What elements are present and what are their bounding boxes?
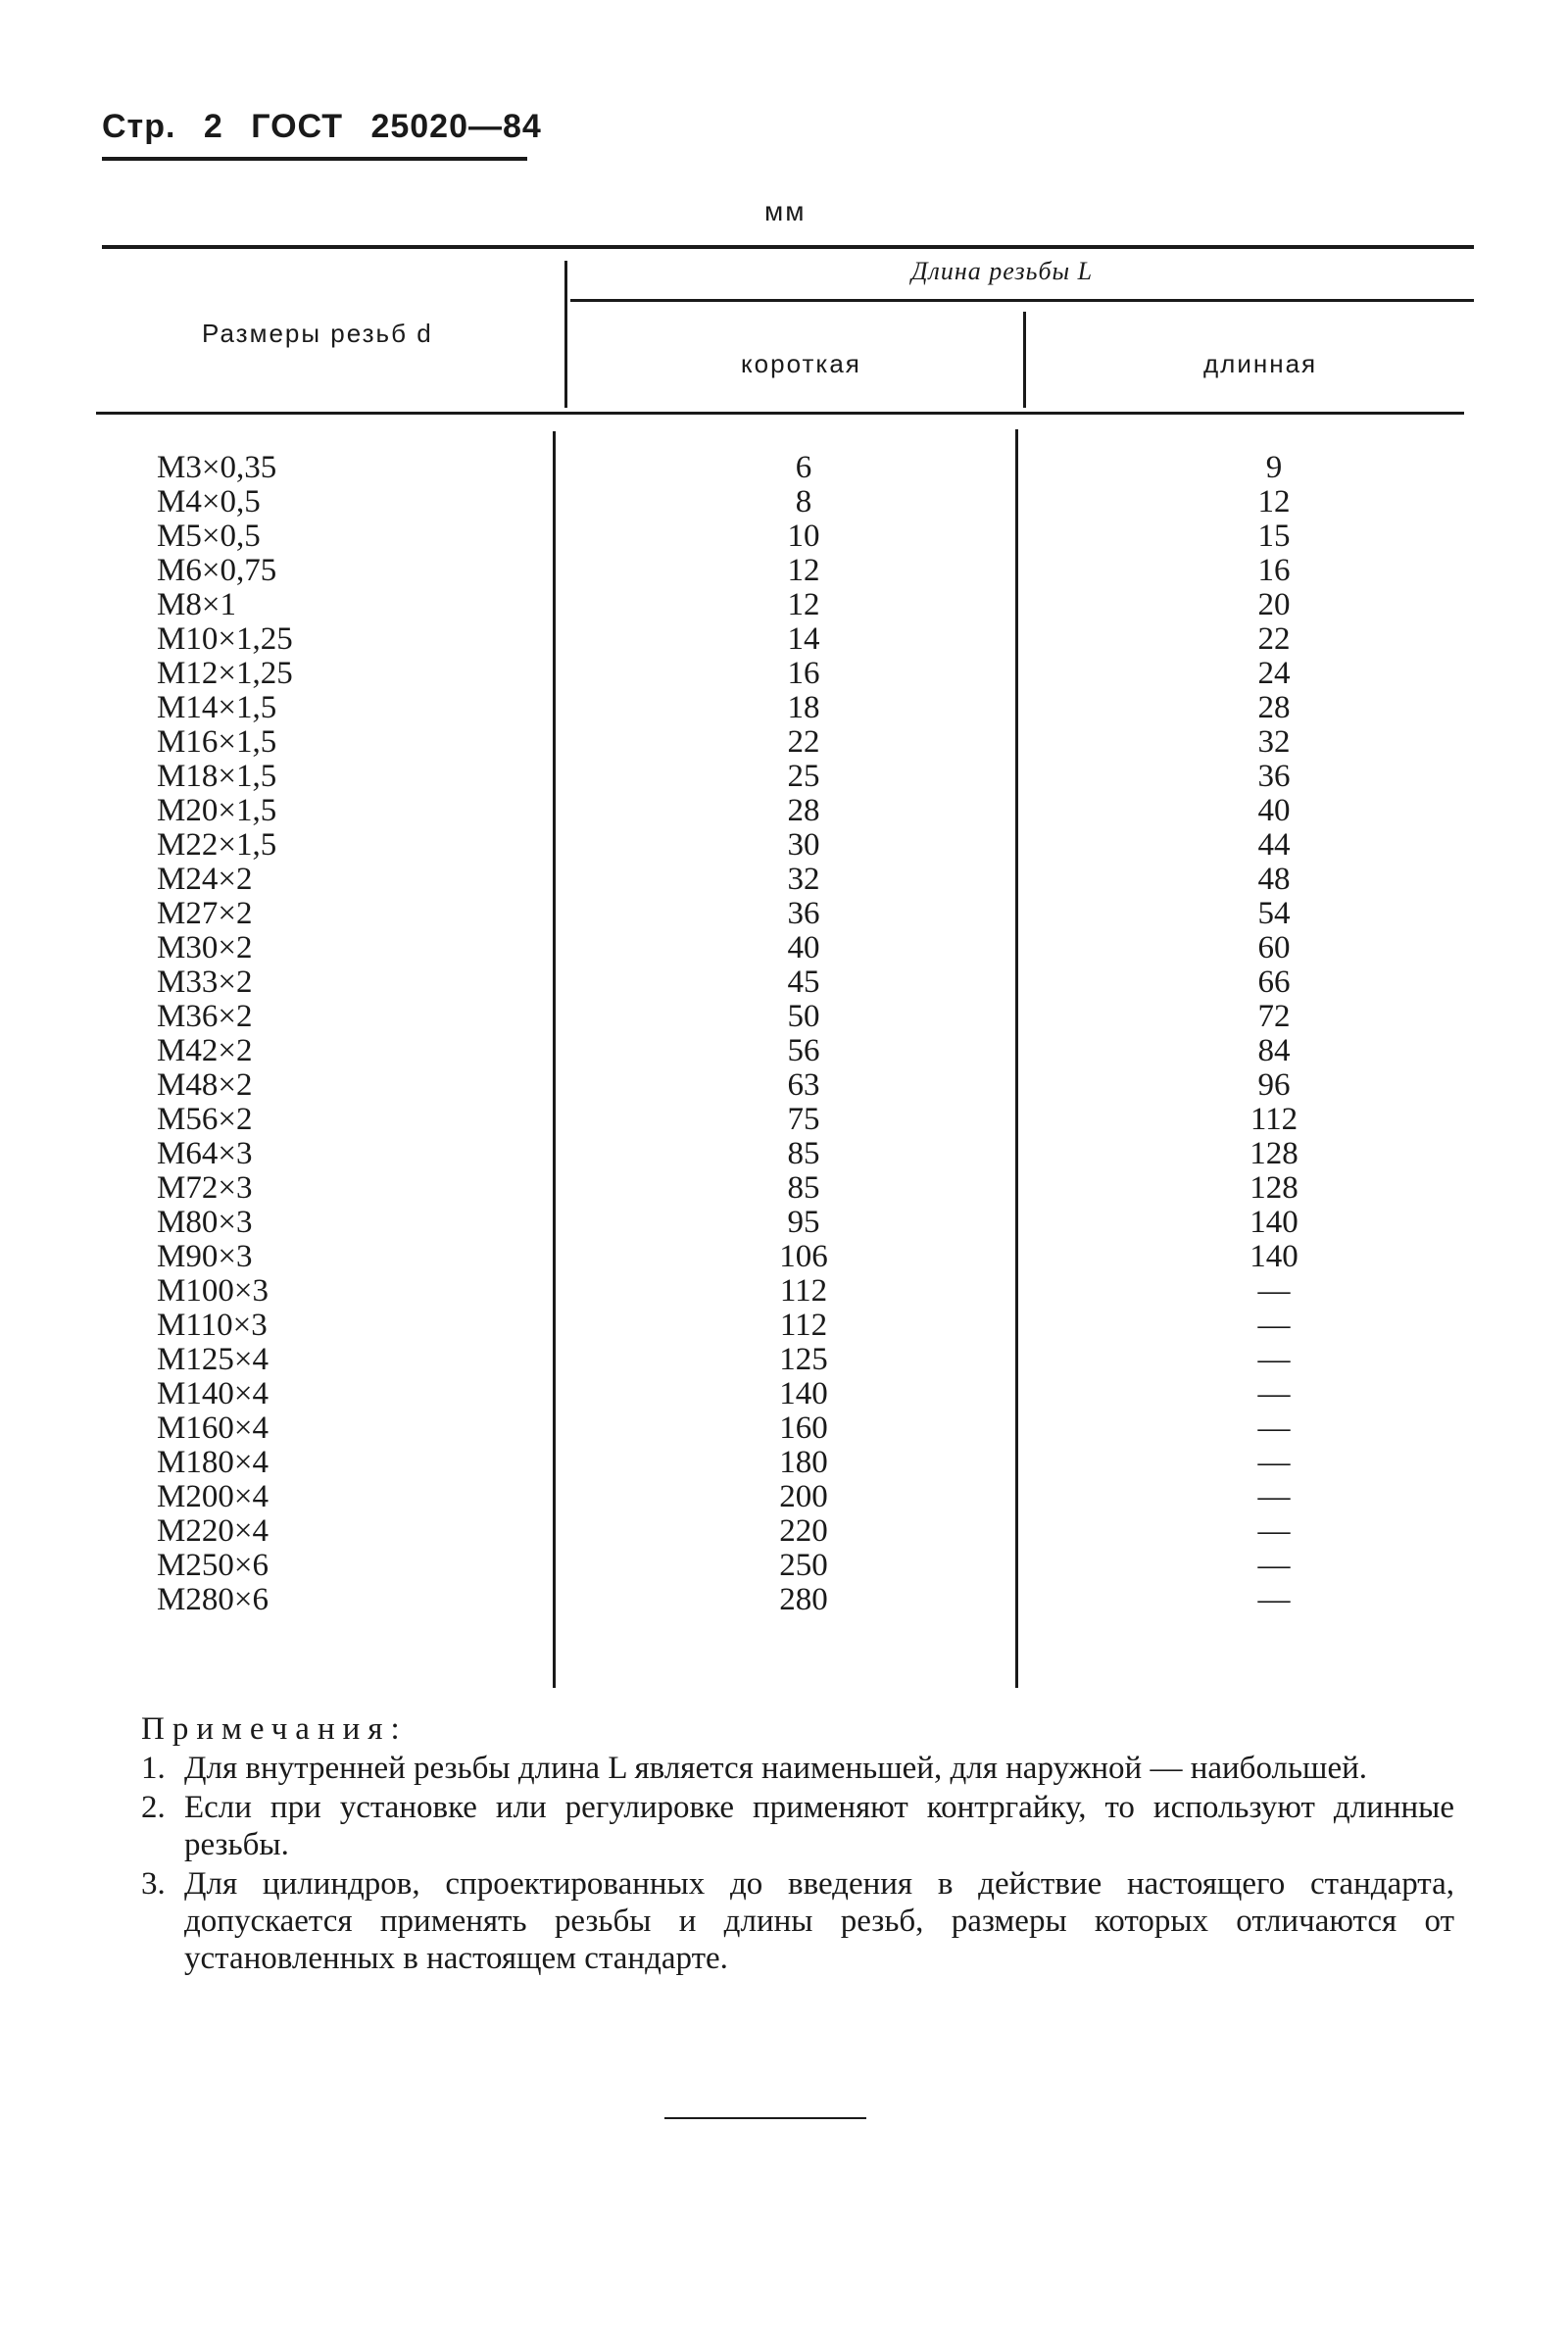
cell-short-length: 250 [779, 1548, 828, 1583]
cell-short-length: 160 [779, 1410, 828, 1446]
cell-thread-size: M36×2 [157, 999, 253, 1034]
table-row [0, 657, 1568, 691]
cell-long-length: 9 [1265, 450, 1283, 485]
header-bottom-rule [96, 412, 1464, 415]
cell-thread-size: M64×3 [157, 1136, 253, 1171]
cell-short-length: 85 [787, 1136, 820, 1171]
cell-short-length: 125 [779, 1342, 828, 1377]
cell-long-length: — [1257, 1548, 1291, 1583]
standard-number: 25020—84 [370, 108, 542, 145]
cell-long-length: 84 [1257, 1033, 1291, 1068]
cell-thread-size: M200×4 [157, 1479, 269, 1514]
table-row [0, 1068, 1568, 1103]
cell-thread-size: M16×1,5 [157, 724, 277, 760]
cell-thread-size: M125×4 [157, 1342, 269, 1377]
col-long-header: длинная [1203, 349, 1318, 378]
cell-long-length: 96 [1257, 1067, 1291, 1103]
cell-thread-size: M280×6 [157, 1582, 269, 1617]
table-row [0, 485, 1568, 519]
table-row [0, 1446, 1568, 1480]
table-row [0, 451, 1568, 485]
cell-short-length: 14 [787, 621, 820, 657]
cell-short-length: 8 [795, 484, 812, 519]
cell-thread-size: M20×1,5 [157, 793, 277, 828]
notes-title: Примечания: [141, 1711, 408, 1747]
cell-thread-size: M220×4 [157, 1513, 269, 1549]
cell-short-length: 12 [787, 553, 820, 588]
cell-short-length: 30 [787, 827, 820, 863]
cell-short-length: 25 [787, 759, 820, 794]
cell-thread-size: M250×6 [157, 1548, 269, 1583]
table-row [0, 828, 1568, 863]
table-top-rule [102, 245, 1474, 249]
cell-long-length: — [1257, 1342, 1291, 1377]
cell-thread-size: M30×2 [157, 930, 253, 965]
units-label: мм [764, 196, 807, 226]
note-number: 1. [141, 1751, 166, 1786]
table-row [0, 863, 1568, 897]
table-row [0, 1480, 1568, 1514]
table-row [0, 897, 1568, 931]
cell-short-length: 180 [779, 1445, 828, 1480]
table-row [0, 1103, 1568, 1137]
header-divider-left [564, 261, 567, 408]
table-row [0, 554, 1568, 588]
cell-long-length: 32 [1257, 724, 1291, 760]
cell-thread-size: M110×3 [157, 1308, 268, 1343]
table-row [0, 1343, 1568, 1377]
table-row [0, 1309, 1568, 1343]
cell-long-length: 28 [1257, 690, 1291, 725]
header-underline [102, 157, 527, 161]
note-item [141, 1750, 1454, 1787]
table-row [0, 1514, 1568, 1549]
cell-short-length: 75 [787, 1102, 820, 1137]
table-row [0, 691, 1568, 725]
table-row [0, 1137, 1568, 1171]
cell-long-length: 12 [1257, 484, 1291, 519]
table-row [0, 1240, 1568, 1274]
table-row [0, 1549, 1568, 1583]
end-rule [664, 2117, 866, 2119]
cell-short-length: 106 [779, 1239, 828, 1274]
cell-long-length: 40 [1257, 793, 1291, 828]
cell-long-length: — [1257, 1308, 1291, 1343]
cell-short-length: 56 [787, 1033, 820, 1068]
cell-long-length: 15 [1257, 519, 1291, 554]
cell-long-length: 24 [1257, 656, 1291, 691]
cell-short-length: 18 [787, 690, 820, 725]
cell-long-length: 128 [1250, 1136, 1298, 1171]
cell-long-length: 66 [1257, 965, 1291, 1000]
cell-long-length: — [1257, 1410, 1291, 1446]
cell-thread-size: M24×2 [157, 862, 253, 897]
note-number: 3. [141, 1866, 166, 1902]
table-row [0, 1171, 1568, 1206]
group-header-rule [570, 299, 1474, 302]
note-item [141, 1789, 1454, 1863]
cell-long-length: — [1257, 1445, 1291, 1480]
cell-short-length: 6 [795, 450, 812, 485]
cell-short-length: 85 [787, 1170, 820, 1206]
cell-short-length: 22 [787, 724, 820, 760]
cell-short-length: 32 [787, 862, 820, 897]
cell-thread-size: M18×1,5 [157, 759, 277, 794]
cell-short-length: 12 [787, 587, 820, 622]
note-number: 2. [141, 1790, 166, 1825]
cell-thread-size: M14×1,5 [157, 690, 277, 725]
table-row [0, 1377, 1568, 1411]
cell-thread-size: M5×0,5 [157, 519, 261, 554]
cell-thread-size: M27×2 [157, 896, 253, 931]
table-row [0, 588, 1568, 622]
cell-thread-size: M42×2 [157, 1033, 253, 1068]
table-row [0, 519, 1568, 554]
cell-short-length: 140 [779, 1376, 828, 1411]
note-item [141, 1865, 1454, 1977]
cell-long-length: 48 [1257, 862, 1291, 897]
table-row [0, 965, 1568, 1000]
cell-thread-size: M140×4 [157, 1376, 269, 1411]
table-row [0, 1000, 1568, 1034]
cell-thread-size: M12×1,25 [157, 656, 293, 691]
page-header [102, 108, 560, 146]
cell-thread-size: M48×2 [157, 1067, 253, 1103]
cell-thread-size: M180×4 [157, 1445, 269, 1480]
table-row [0, 1583, 1568, 1617]
cell-thread-size: M90×3 [157, 1239, 253, 1274]
cell-thread-size: M3×0,35 [157, 450, 277, 485]
header-divider-right [1023, 312, 1026, 408]
cell-long-length: 72 [1257, 999, 1291, 1034]
cell-thread-size: M4×0,5 [157, 484, 261, 519]
cell-short-length: 16 [787, 656, 820, 691]
cell-short-length: 50 [787, 999, 820, 1034]
cell-long-length: 54 [1257, 896, 1291, 931]
cell-thread-size: M10×1,25 [157, 621, 293, 657]
table-row [0, 794, 1568, 828]
note-text: Если при установке или регулировке применяют контргайку, то используют длинные резьбы. [184, 1790, 1454, 1862]
cell-short-length: 40 [787, 930, 820, 965]
cell-long-length: — [1257, 1513, 1291, 1549]
table-row [0, 622, 1568, 657]
cell-short-length: 112 [779, 1273, 828, 1309]
cell-long-length: — [1257, 1582, 1291, 1617]
cell-thread-size: M6×0,75 [157, 553, 277, 588]
cell-long-length: 44 [1257, 827, 1291, 863]
cell-long-length: 22 [1257, 621, 1291, 657]
notes-section [141, 1710, 1454, 1979]
cell-thread-size: M22×1,5 [157, 827, 277, 863]
table-row [0, 725, 1568, 760]
cell-short-length: 112 [779, 1308, 828, 1343]
note-text: Для внутренней резьбы длина L является наименьшей, для наружной — наибольшей. [184, 1751, 1367, 1786]
cell-thread-size: M100×3 [157, 1273, 269, 1309]
cell-long-length: — [1257, 1376, 1291, 1411]
table-row [0, 1206, 1568, 1240]
cell-thread-size: M72×3 [157, 1170, 253, 1206]
table-row [0, 760, 1568, 794]
cell-long-length: 140 [1250, 1239, 1298, 1274]
cell-short-length: 280 [779, 1582, 828, 1617]
table-row [0, 1274, 1568, 1309]
col-short-header: короткая [741, 349, 861, 378]
cell-short-length: 36 [787, 896, 820, 931]
cell-short-length: 10 [787, 519, 820, 554]
cell-long-length: 20 [1257, 587, 1291, 622]
cell-long-length: 60 [1257, 930, 1291, 965]
table-row [0, 1411, 1568, 1446]
cell-short-length: 220 [779, 1513, 828, 1549]
cell-long-length: 16 [1257, 553, 1291, 588]
cell-thread-size: M8×1 [157, 587, 236, 622]
cell-thread-size: M56×2 [157, 1102, 253, 1137]
cell-short-length: 63 [787, 1067, 820, 1103]
cell-thread-size: M33×2 [157, 965, 253, 1000]
cell-long-length: 128 [1250, 1170, 1298, 1206]
cell-long-length: — [1257, 1479, 1291, 1514]
cell-thread-size: M160×4 [157, 1410, 269, 1446]
table-row [0, 931, 1568, 965]
standard-name: ГОСТ [251, 108, 343, 145]
cell-long-length: 112 [1250, 1102, 1298, 1137]
cell-short-length: 45 [787, 965, 820, 1000]
cell-short-length: 95 [787, 1205, 820, 1240]
group-header-length: Длина резьбы L [911, 257, 1094, 285]
note-text: Для цилиндров, спроектированных до введения в действие настоящего стандарта, допускается применять резьбы и длины резьб, размеры которых отличаются от установленных в настоящем стандарте. [184, 1866, 1454, 1976]
table-row [0, 1034, 1568, 1068]
page-label: Стр. [102, 108, 176, 145]
cell-short-length: 28 [787, 793, 820, 828]
cell-long-length: 140 [1250, 1205, 1298, 1240]
col-size-header: Размеры резьб d [202, 319, 433, 348]
cell-long-length: — [1257, 1273, 1291, 1309]
cell-thread-size: M80×3 [157, 1205, 253, 1240]
page-number: 2 [203, 108, 223, 145]
cell-long-length: 36 [1257, 759, 1291, 794]
cell-short-length: 200 [779, 1479, 828, 1514]
